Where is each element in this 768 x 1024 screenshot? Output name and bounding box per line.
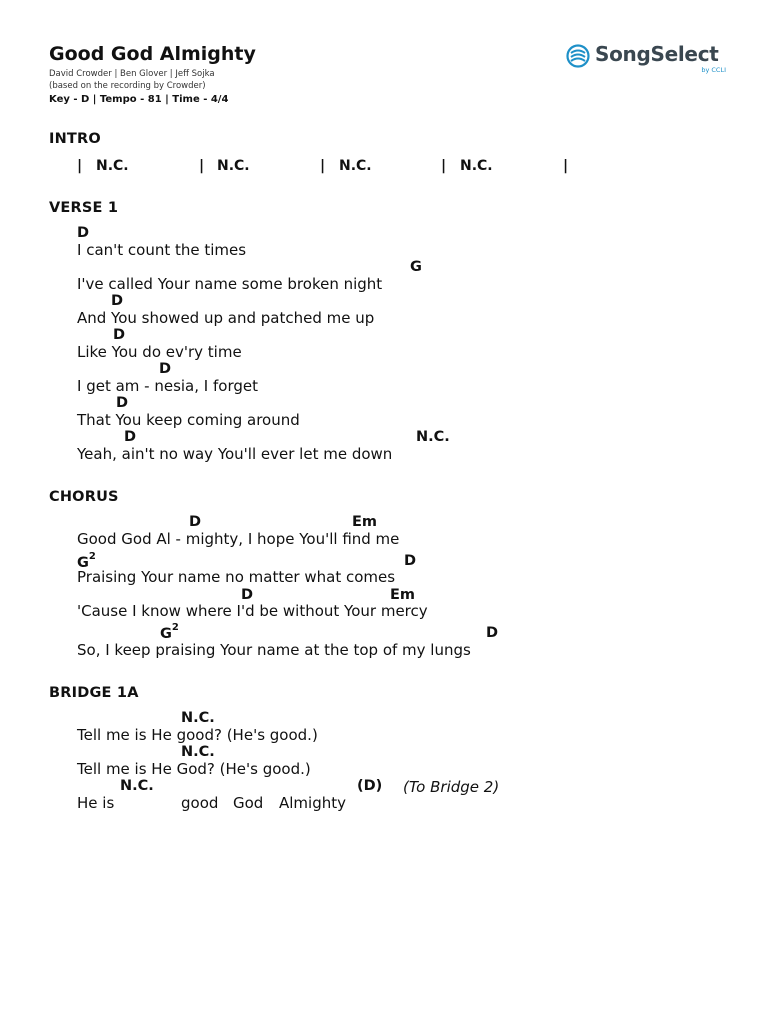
chorus-chord: $G^2$ — [160, 622, 179, 642]
songselect-logo — [566, 42, 726, 78]
intro-chord: N.C. — [460, 158, 493, 174]
logo-subtitle: by CCLI — [701, 66, 726, 74]
section-bridge1a-label: BRIDGE 1A — [49, 685, 139, 701]
verse1-lyric-line: Yeah, ain't no way You'll ever let me down — [77, 445, 393, 463]
chorus-lyric-line: 'Cause I know where I'd be without Your mercy — [77, 602, 428, 620]
verse1-chord: N.C. — [416, 429, 450, 445]
song-authors: David Crowder | Ben Glover | Jeff Sojka — [49, 69, 215, 79]
intro-bar-line: | — [199, 158, 205, 174]
bridge-direction-note: (To Bridge 2) — [403, 778, 500, 796]
verse1-lyric-line: And You showed up and patched me up — [77, 309, 375, 327]
chorus-lyric-line: Good God Al - mighty, I hope You'll find me — [77, 530, 400, 548]
chorus-chord: D — [486, 625, 499, 641]
verse1-lyric-line: That You keep coming around — [77, 411, 300, 429]
logo-wordmark: SongSelect — [595, 42, 719, 66]
bridge-lyric-word: Almighty — [279, 794, 346, 812]
chorus-chord: D — [241, 587, 254, 603]
bridge-lyric-word: He is — [77, 794, 115, 812]
bridge-chord: N.C. — [181, 710, 215, 726]
bridge-lyric-word: God — [233, 794, 264, 812]
verse1-lyric-line: Like You do ev'ry time — [77, 343, 242, 361]
chorus-chord: Em — [352, 514, 378, 530]
intro-bar-line: | — [563, 158, 569, 174]
section-intro-label: INTRO — [49, 131, 101, 147]
intro-bar-line: | — [320, 158, 326, 174]
bridge-chord: N.C. — [181, 744, 215, 760]
intro-chord: N.C. — [217, 158, 250, 174]
verse1-lyric-line: I can't count the times — [77, 241, 247, 259]
chorus-chord: D — [189, 514, 202, 530]
bridge-lyric-line: Tell me is He good? (He's good.) — [77, 726, 318, 744]
bridge-lyric-word: good — [181, 794, 219, 812]
verse1-chord: D — [116, 395, 129, 411]
section-verse1-label: VERSE 1 — [49, 200, 119, 216]
verse1-lyric-line: I've called Your name some broken night — [77, 275, 383, 293]
recording-credit: (based on the recording by Crowder) — [49, 81, 206, 91]
song-title: Good God Almighty — [49, 43, 256, 65]
chorus-lyric-line: Praising Your name no matter what comes — [77, 568, 396, 586]
bridge-lyric-line: Tell me is He God? (He's good.) — [77, 760, 311, 778]
section-chorus-label: CHORUS — [49, 489, 119, 505]
verse1-chord: D — [159, 361, 172, 377]
bridge-chord: (D) — [357, 778, 383, 794]
verse1-chord: D — [124, 429, 137, 445]
intro-bar-line: | — [441, 158, 447, 174]
chorus-chord: $G^2$ — [77, 551, 96, 571]
bridge-chord: N.C. — [120, 778, 154, 794]
chorus-chord: Em — [390, 587, 416, 603]
key-tempo-time: Key - D | Tempo - 81 | Time - 4/4 — [49, 94, 229, 105]
verse1-chord: G — [410, 259, 422, 275]
intro-bar-line: | — [77, 158, 83, 174]
chorus-chord: D — [404, 553, 417, 569]
chorus-lyric-line: So, I keep praising Your name at the top of my lungs — [77, 641, 471, 659]
intro-chord: N.C. — [339, 158, 372, 174]
verse1-chord: D — [111, 293, 124, 309]
verse1-chord: D — [113, 327, 126, 343]
intro-chord: N.C. — [96, 158, 129, 174]
verse1-chord: D — [77, 225, 90, 241]
verse1-lyric-line: I get am - nesia, I forget — [77, 377, 258, 395]
songselect-logo-icon — [566, 44, 590, 68]
